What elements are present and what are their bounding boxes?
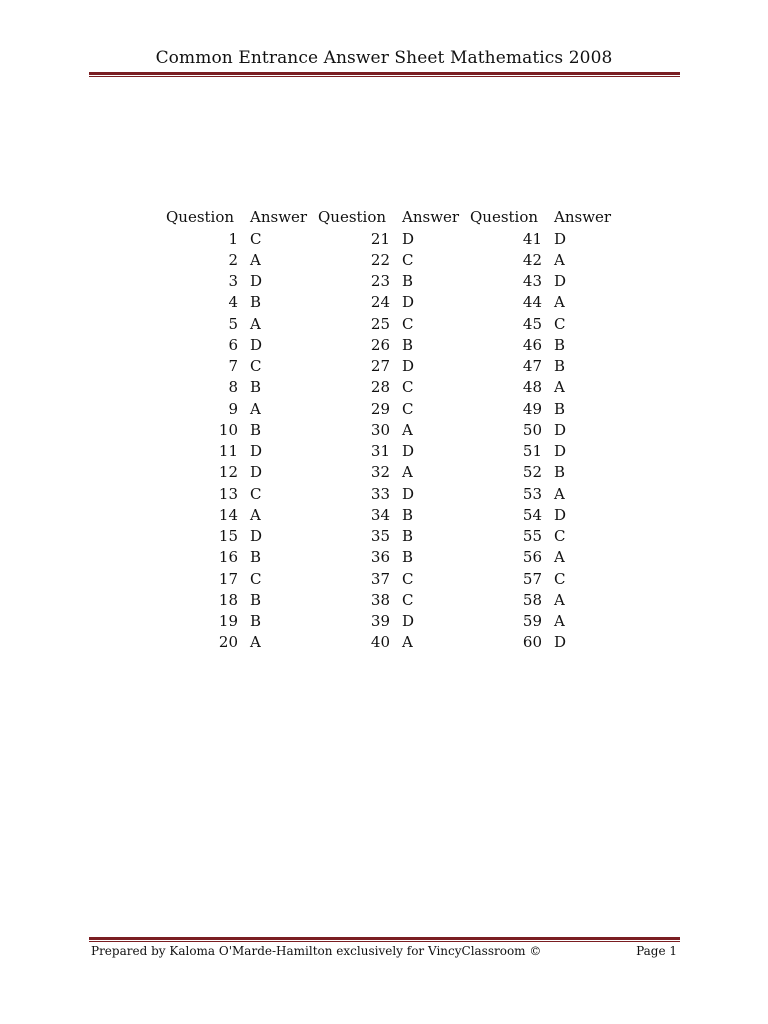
footer-page-number: Page 1 [636,944,677,958]
answer-letter-cell: B [402,335,414,354]
question-number-cell: 41 [522,229,542,248]
answer-letter-cell: B [250,612,262,631]
answer-letter-cell: C [250,569,262,588]
table-row [166,632,622,653]
table-row [166,292,622,313]
question-number-cell: 60 [522,633,542,652]
table-row [166,568,622,589]
answer-letter-cell: D [554,229,567,248]
answer-letter-cell: D [250,527,263,546]
question-number-cell: 6 [228,335,238,354]
table-row [166,313,622,334]
answer-letter-cell: A [250,505,261,524]
question-number-cell: 19 [218,612,238,631]
question-number-cell: 51 [522,442,542,461]
question-number-cell: 11 [218,442,238,461]
answer-letter-cell: A [250,633,261,652]
answer-letter-cell: A [250,250,261,269]
answer-letter-cell: A [554,378,565,397]
answer-letter-cell: B [554,335,566,354]
answer-letter-cell: B [250,420,262,439]
answer-letter-cell: B [402,548,414,567]
question-number-cell: 4 [228,293,238,312]
question-number-cell: 46 [522,335,542,354]
answer-letter-cell: A [554,548,565,567]
table-row [166,356,622,377]
table-row [166,483,622,504]
answer-letter-cell: B [554,399,566,418]
column-header-answer-3: Answer [554,208,612,226]
question-number-cell: 49 [522,399,542,418]
question-number-cell: 31 [370,442,390,461]
answer-letter-cell: D [554,272,567,291]
question-number-cell: 30 [370,420,390,439]
question-number-cell: 47 [522,357,542,376]
question-number-cell: 59 [522,612,542,631]
answer-letter-cell: A [554,484,565,503]
table-row [166,228,622,249]
answer-letter-cell: D [554,442,567,461]
table-row [166,547,622,568]
question-number-cell: 53 [522,484,542,503]
answer-letter-cell: D [402,442,415,461]
answer-letter-cell: C [402,590,414,609]
table-row [166,589,622,610]
question-number-cell: 39 [370,612,390,631]
table-row [166,271,622,292]
answer-letter-cell: A [554,293,565,312]
question-number-cell: 44 [522,293,542,312]
question-number-cell: 16 [218,548,238,567]
question-number-cell: 33 [370,484,390,503]
answer-letter-cell: B [250,590,262,609]
question-number-cell: 18 [218,590,238,609]
answer-letter-cell: C [554,314,566,333]
answer-letter-cell: B [554,463,566,482]
question-number-cell: 45 [522,314,542,333]
column-header-answer-1: Answer [250,208,308,226]
answer-letter-cell: B [250,293,262,312]
question-number-cell: 25 [370,314,390,333]
question-number-cell: 3 [228,272,238,291]
question-number-cell: 37 [370,569,390,588]
table-row [166,249,622,270]
answer-letter-cell: C [402,314,414,333]
question-number-cell: 1 [228,229,238,248]
column-header-answer-2: Answer [402,208,460,226]
question-number-cell: 50 [522,420,542,439]
question-number-cell: 56 [522,548,542,567]
answer-letter-cell: B [402,272,414,291]
question-number-cell: 57 [522,569,542,588]
question-number-cell: 9 [228,399,238,418]
answer-letter-cell: D [250,463,263,482]
question-number-cell: 2 [228,250,238,269]
column-header-question-3: Question [470,208,539,226]
answer-letter-cell: D [402,293,415,312]
table-row [166,398,622,419]
answer-letter-cell: A [554,612,565,631]
footer-credit: Prepared by Kaloma O'Marde-Hamilton exclusively for VincyClassroom © [91,944,542,958]
question-number-cell: 26 [370,335,390,354]
answer-letter-cell: D [402,229,415,248]
answer-letter-cell: B [402,527,414,546]
table-row [166,334,622,355]
footer-rule [89,937,680,942]
answer-letter-cell: D [250,335,263,354]
question-number-cell: 21 [370,229,390,248]
question-number-cell: 7 [228,357,238,376]
answer-table-body [166,228,622,653]
question-number-cell: 12 [218,463,238,482]
table-row [166,526,622,547]
answer-letter-cell: A [250,399,261,418]
answer-letter-cell: C [402,250,414,269]
question-number-cell: 28 [370,378,390,397]
answer-letter-cell: B [402,505,414,524]
question-number-cell: 52 [522,463,542,482]
answer-letter-cell: C [250,484,262,503]
answer-letter-cell: A [402,420,413,439]
question-number-cell: 35 [370,527,390,546]
question-number-cell: 27 [370,357,390,376]
question-number-cell: 48 [522,378,542,397]
table-header-row [166,206,622,228]
question-number-cell: 24 [370,293,390,312]
question-number-cell: 32 [370,463,390,482]
answer-letter-cell: C [250,357,262,376]
answer-letter-cell: A [554,250,565,269]
table-row [166,441,622,462]
answer-letter-cell: D [250,272,263,291]
column-header-question-1: Question [166,208,235,226]
page-header-title: Common Entrance Answer Sheet Mathematics 2008 [155,48,613,68]
question-number-cell: 5 [228,314,238,333]
question-number-cell: 36 [370,548,390,567]
question-number-cell: 14 [218,505,238,524]
answer-letter-cell: A [402,633,413,652]
table-row [166,377,622,398]
table-row [166,462,622,483]
answer-letter-cell: D [402,484,415,503]
answer-letter-cell: C [250,229,262,248]
answer-table [166,206,622,653]
table-row [166,504,622,525]
answer-letter-cell: C [402,378,414,397]
question-number-cell: 43 [522,272,542,291]
table-row [166,419,622,440]
question-number-cell: 34 [370,505,390,524]
answer-letter-cell: D [250,442,263,461]
header-rule [89,72,680,77]
question-number-cell: 10 [218,420,238,439]
question-number-cell: 38 [370,590,390,609]
answer-letter-cell: A [250,314,261,333]
column-header-question-2: Question [318,208,387,226]
answer-letter-cell: D [554,505,567,524]
answer-letter-cell: B [250,548,262,567]
answer-letter-cell: D [402,612,415,631]
question-number-cell: 54 [522,505,542,524]
question-number-cell: 13 [218,484,238,503]
answer-letter-cell: C [554,527,566,546]
question-number-cell: 55 [522,527,542,546]
question-number-cell: 23 [370,272,390,291]
question-number-cell: 15 [218,527,238,546]
question-number-cell: 29 [370,399,390,418]
question-number-cell: 17 [218,569,238,588]
answer-letter-cell: D [554,633,567,652]
question-number-cell: 42 [522,250,542,269]
table-row [166,611,622,632]
answer-letter-cell: B [250,378,262,397]
answer-letter-cell: C [402,569,414,588]
answer-letter-cell: C [402,399,414,418]
question-number-cell: 20 [218,633,238,652]
question-number-cell: 58 [522,590,542,609]
answer-letter-cell: A [554,590,565,609]
question-number-cell: 40 [370,633,390,652]
answer-letter-cell: A [402,463,413,482]
answer-letter-cell: C [554,569,566,588]
answer-letter-cell: D [554,420,567,439]
question-number-cell: 8 [228,378,238,397]
question-number-cell: 22 [370,250,390,269]
answer-letter-cell: D [402,357,415,376]
answer-letter-cell: B [554,357,566,376]
